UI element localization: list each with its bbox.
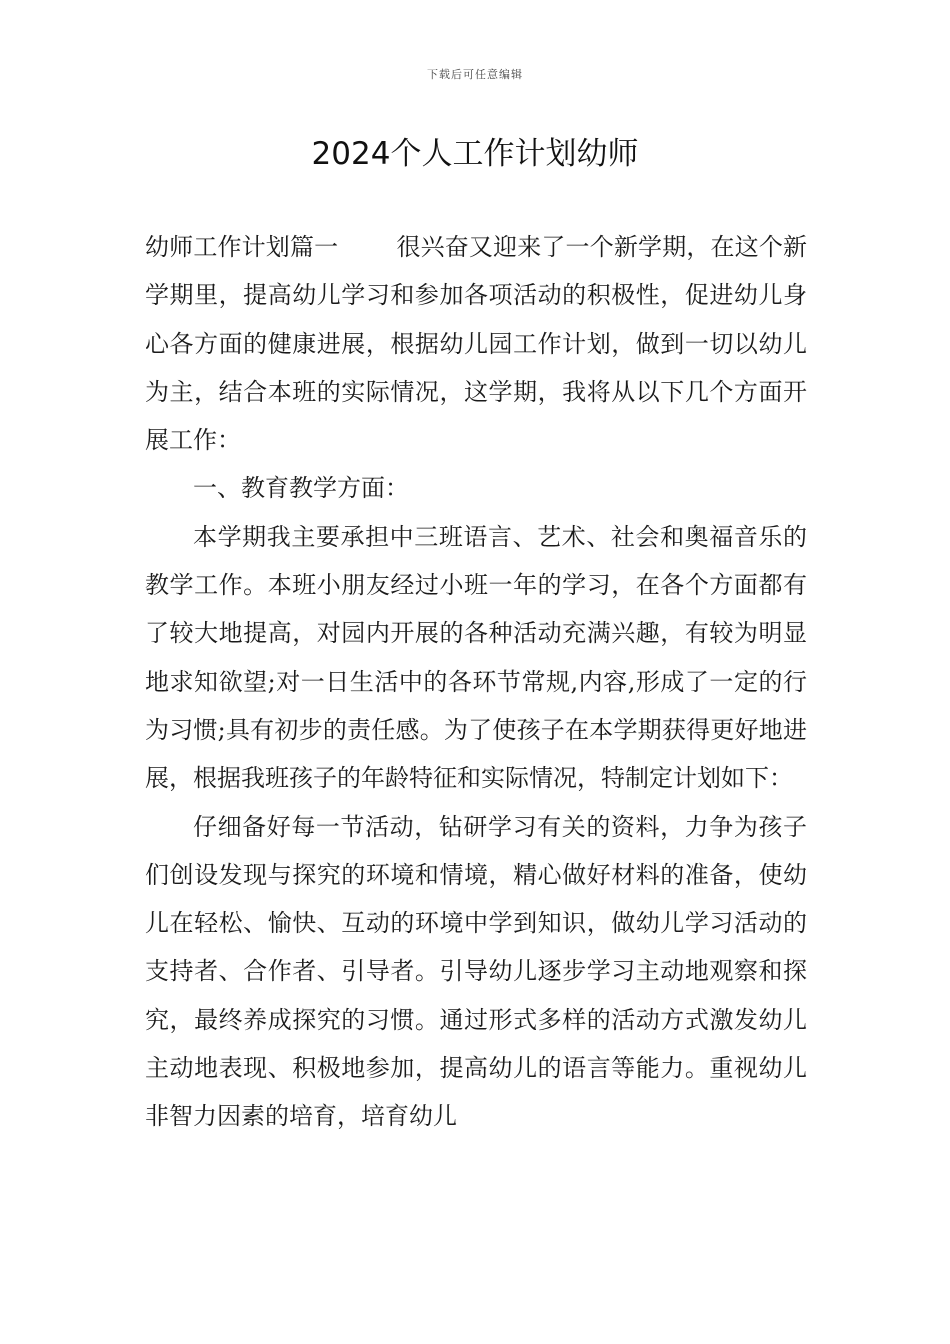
header-note: 下载后可任意编辑: [427, 68, 523, 81]
intro-paragraph: [145, 223, 807, 464]
heading-education: 一、教育教学方面：: [193, 474, 409, 503]
section-label: 幼师工作计划篇一: [145, 233, 339, 261]
paragraph-lesson-preparation: 仔细备好每一节活动，钻研学习有关的资料，力争为孩子们创设发现与探究的环境和情境，精心做好材料的准备，使幼儿在轻松、愉快、互动的环境中学到知识，做幼儿学习活动的支持者、合作者、引导者。引导幼儿逐步学习主动地观察和探究，最终养成探究的习惯。通过形式多样的活动方式激发幼儿主动地表现、积极地参加，提高幼儿的语言等能力。重视幼儿非智力因素的培育，培育幼儿: [145, 812, 807, 1131]
intro-text: 很兴奋又迎来了一个新学期，在这个新学期里，提高幼儿学习和参加各项活动的积极性，促进幼儿身心各方面的健康进展，根据幼儿园工作计划，做到一切以幼儿为主，结合本班的实际情况，这学期，我将从以下几个方面开展工作：: [145, 233, 808, 455]
paragraph-teaching-duties: 本学期我主要承担中三班语言、艺术、社会和奥福音乐的教学工作。本班小朋友经过小班一年的学习，在各个方面都有了较大地提高，对园内开展的各种活动充满兴趣，有较为明显地求知欲望;对一日生活中的各环节常规,内容,形成了一定的行为习惯;具有初步的责任感。为了使孩子在本学期获得更好地进展，根据我班孩子的年龄特征和实际情况，特制定计划如下：: [145, 522, 807, 793]
document-body: [145, 223, 807, 1141]
document-title: 2024个人工作计划幼师: [311, 136, 639, 172]
